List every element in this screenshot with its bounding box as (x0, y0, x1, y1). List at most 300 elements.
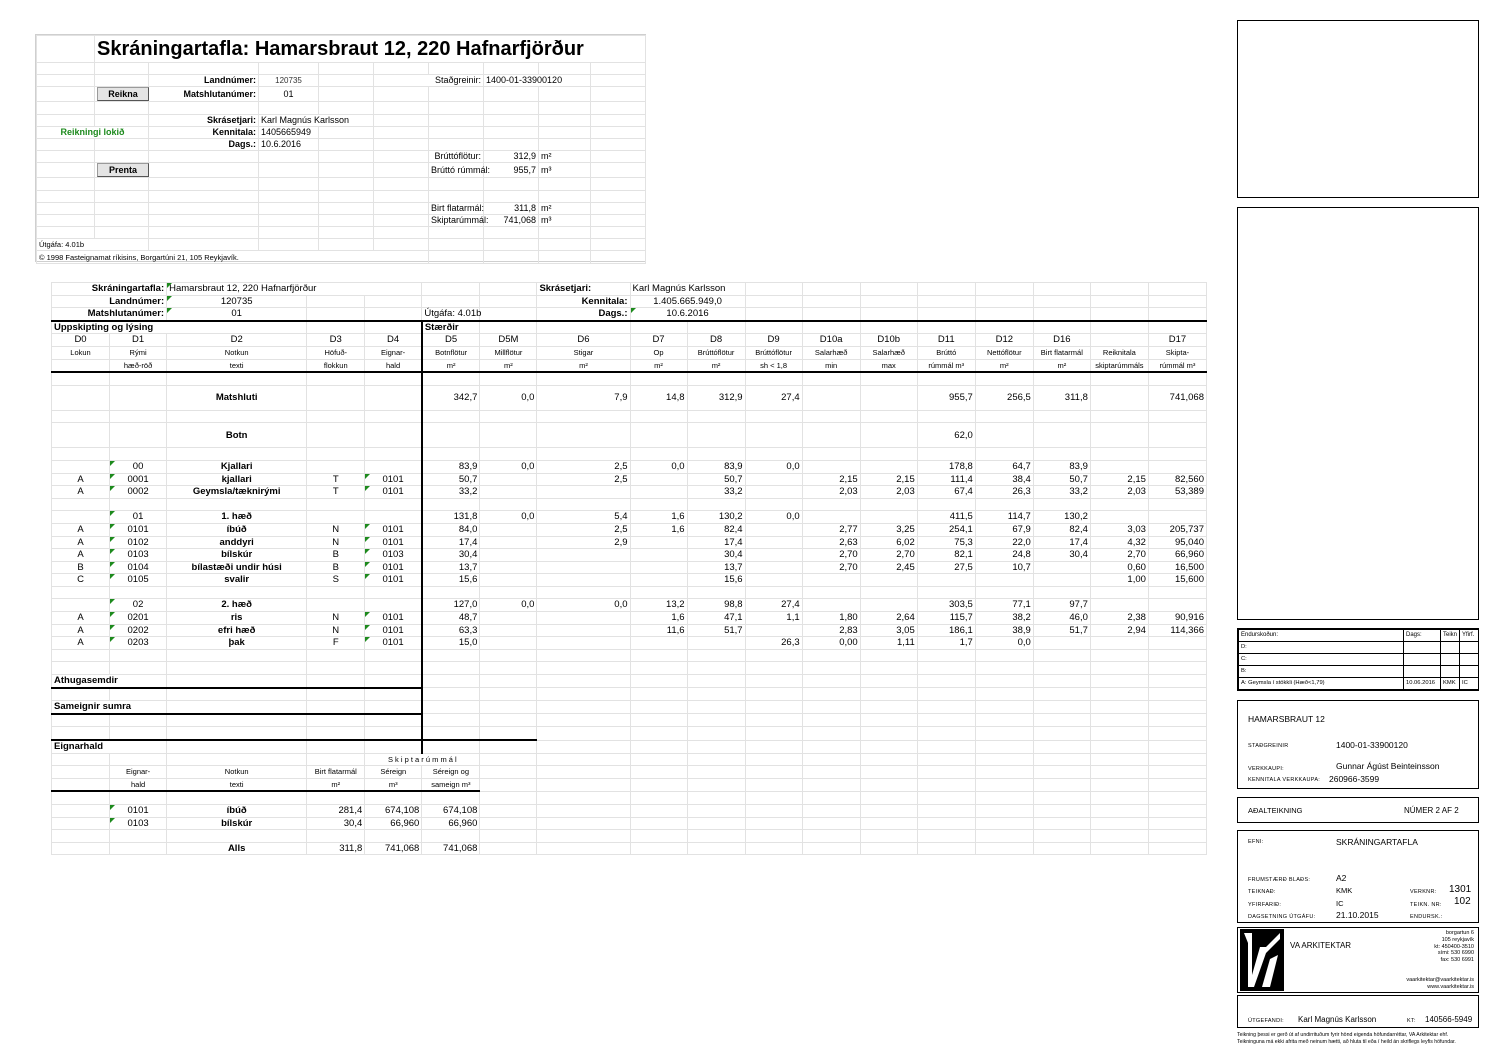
table-cell (52, 410, 110, 423)
table-cell (1090, 511, 1148, 524)
table-cell (537, 637, 630, 650)
bruttoflotur-label: Brúttóflötur: (429, 151, 484, 163)
revision-cell (1404, 666, 1441, 678)
table-row (52, 612, 1207, 625)
table-cell (480, 523, 537, 536)
table-cell (860, 842, 917, 855)
table-cell: 3,05 (860, 624, 917, 637)
ownership-header: Birt flatarmál (307, 766, 365, 779)
main-utgafa: Útgáfa: 4.01b (422, 308, 480, 321)
revision-cell: 10.06.2016 (1404, 678, 1441, 690)
tb-stadgreinir-label: STAÐGREINIR (1248, 743, 1289, 749)
table-cell (167, 714, 307, 727)
matshluta-label: Matshlutanúmer: (149, 87, 259, 102)
table-cell: 111,4 (917, 473, 975, 486)
column-header: m² (630, 359, 687, 372)
revision-cell (1460, 666, 1479, 678)
table-cell (365, 586, 422, 599)
table-cell (687, 448, 745, 461)
table-cell (917, 842, 975, 855)
column-code: D5M (480, 334, 537, 347)
table-cell: 114,366 (1148, 624, 1206, 637)
prenta-button[interactable]: Prenta (97, 163, 149, 177)
table-cell: Botn (167, 423, 307, 448)
revision-row (1239, 678, 1479, 690)
table-cell: 38,9 (975, 624, 1033, 637)
table-cell: 0101 (365, 536, 422, 549)
revision-cell (1404, 654, 1441, 666)
table-cell (975, 649, 1033, 662)
table-cell (1090, 448, 1148, 461)
table-cell: T (307, 486, 365, 499)
table-cell: 115,7 (917, 612, 975, 625)
table-cell (1090, 842, 1148, 855)
version-text: Útgáfa: 4.01b (37, 239, 149, 251)
skrasetjari-value: Karl Magnús Karlsson (259, 114, 374, 126)
table-cell (52, 423, 110, 448)
column-code-row (52, 334, 1207, 347)
table-cell (365, 727, 422, 740)
table-cell (365, 599, 422, 612)
table-cell: 30,4 (1033, 549, 1090, 562)
table-cell: A (52, 549, 110, 562)
column-header: skiptarúmmáls (1090, 359, 1148, 372)
table-cell: 0,00 (802, 637, 860, 650)
table-cell (975, 714, 1033, 727)
table-cell (630, 561, 687, 574)
table-cell: 0105 (110, 574, 167, 587)
table-row (52, 385, 1207, 410)
table-cell (110, 410, 167, 423)
revision-header: Yfirf. (1460, 630, 1479, 642)
column-code: D0 (52, 334, 110, 347)
table-cell (1090, 498, 1148, 511)
table-cell: 0,0 (480, 599, 537, 612)
table-row (52, 624, 1207, 637)
table-cell: 7,9 (537, 385, 630, 410)
main-skr-label: Skráningartafla: (52, 283, 167, 296)
table-cell (630, 372, 687, 385)
table-cell (167, 662, 307, 675)
table-cell: 26,3 (745, 637, 802, 650)
table-cell (802, 830, 860, 843)
table-cell (917, 448, 975, 461)
table-cell: 2,03 (1090, 486, 1148, 499)
table-cell: 00 (110, 460, 167, 473)
table-cell (802, 675, 860, 688)
revision-table (1237, 628, 1479, 691)
table-cell: 01 (110, 511, 167, 524)
birt-value: 311,8 (484, 202, 539, 214)
table-cell (1148, 599, 1206, 612)
ownership-cell: 674,108 (365, 804, 422, 817)
column-header: Skipta- (1148, 346, 1206, 359)
table-cell: T (307, 473, 365, 486)
column-header: Reiknitala (1090, 346, 1148, 359)
table-cell (110, 372, 167, 385)
table-cell (745, 778, 802, 791)
table-cell (537, 574, 630, 587)
table-cell (745, 574, 802, 587)
table-cell: 63,3 (422, 624, 480, 637)
table-cell (52, 830, 110, 843)
table-cell (1033, 586, 1090, 599)
table-cell: N (307, 612, 365, 625)
table-cell (745, 549, 802, 562)
column-header: Botnflötur (422, 346, 480, 359)
table-cell (917, 574, 975, 587)
column-header: sh < 1,8 (745, 359, 802, 372)
yfirfarid-value: IC (1336, 899, 1344, 908)
table-row (52, 561, 1207, 574)
column-header: m² (480, 359, 537, 372)
table-cell (52, 766, 110, 779)
company-address (1434, 930, 1474, 964)
dags-value: 10.6.2016 (259, 138, 319, 150)
table-cell (537, 675, 630, 688)
drawing-info-box (1237, 830, 1479, 923)
table-cell (110, 498, 167, 511)
table-cell (687, 586, 745, 599)
table-cell: 2,03 (802, 486, 860, 499)
table-cell: 0,0 (480, 460, 537, 473)
table-row (52, 753, 1207, 766)
section-uppskipting: Uppskipting og lýsing (52, 321, 307, 334)
table-cell (422, 372, 480, 385)
table-cell (537, 612, 630, 625)
table-cell (802, 714, 860, 727)
table-cell (167, 448, 307, 461)
total-cell: Alls (167, 842, 307, 855)
table-row (52, 498, 1207, 511)
table-cell (745, 727, 802, 740)
table-cell (110, 714, 167, 727)
table-cell (480, 675, 537, 688)
table-cell (1090, 649, 1148, 662)
table-cell: 3,25 (860, 523, 917, 536)
table-cell (630, 498, 687, 511)
table-cell (110, 688, 167, 701)
table-cell (802, 727, 860, 740)
table-cell (687, 688, 745, 701)
table-cell (975, 817, 1033, 830)
table-cell: 2,70 (802, 561, 860, 574)
ownership-header: texti (167, 778, 307, 791)
table-cell (975, 804, 1033, 817)
table-cell (630, 688, 687, 701)
table-cell: 50,7 (687, 473, 745, 486)
column-header: hald (365, 359, 422, 372)
table-cell: Kjallari (167, 460, 307, 473)
table-cell (687, 649, 745, 662)
table-cell (110, 586, 167, 599)
column-code: D1 (110, 334, 167, 347)
table-cell (365, 714, 422, 727)
table-cell (1090, 714, 1148, 727)
table-cell (1148, 727, 1206, 740)
table-cell: 0102 (110, 536, 167, 549)
table-cell (745, 791, 802, 804)
table-cell: 83,9 (422, 460, 480, 473)
table-cell (745, 523, 802, 536)
ownership-cell: íbúð (167, 804, 307, 817)
table-cell (802, 649, 860, 662)
table-cell (307, 740, 365, 753)
table-cell: 342,7 (422, 385, 480, 410)
table-cell (1033, 791, 1090, 804)
table-cell (480, 624, 537, 637)
table-cell: 741,068 (1148, 385, 1206, 410)
table-cell: 2,45 (860, 561, 917, 574)
table-cell: 11,6 (630, 624, 687, 637)
sameignir-label: Sameignir sumra (52, 701, 167, 714)
table-cell (307, 675, 365, 688)
table-cell (630, 830, 687, 843)
table-cell (802, 740, 860, 753)
table-cell (365, 372, 422, 385)
table-cell (630, 817, 687, 830)
table-cell: 0,0 (745, 511, 802, 524)
table-cell: 82,560 (1148, 473, 1206, 486)
table-cell (860, 804, 917, 817)
table-cell (52, 817, 110, 830)
table-cell (52, 511, 110, 524)
company-web[interactable]: www.vaarkitektar.is (1427, 983, 1474, 990)
table-cell (975, 574, 1033, 587)
table-cell (110, 385, 167, 410)
dagsetning-label: DAGSETNING ÚTGÁFU: (1248, 914, 1316, 920)
table-cell: 0,0 (975, 637, 1033, 650)
table-cell (802, 372, 860, 385)
disclaimer (1237, 1032, 1487, 1046)
table-row (52, 410, 1207, 423)
table-cell: 10,7 (975, 561, 1033, 574)
stadgreinir-value: 1400-01-33900120 (484, 75, 591, 87)
table-cell (975, 423, 1033, 448)
table-cell (1033, 662, 1090, 675)
revision-cell: D: (1239, 642, 1404, 654)
table-cell: 0001 (110, 473, 167, 486)
reikna-button[interactable]: Reikna (97, 87, 149, 101)
table-cell (687, 637, 745, 650)
table-cell (860, 599, 917, 612)
table-cell (1033, 688, 1090, 701)
main-mats-value: 01 (167, 308, 307, 321)
table-cell (365, 830, 422, 843)
table-cell (167, 740, 307, 753)
table-cell (1148, 753, 1206, 766)
table-cell (802, 511, 860, 524)
table-cell (1033, 574, 1090, 587)
table-cell (307, 727, 365, 740)
table-cell (1148, 498, 1206, 511)
table-cell: 27,5 (917, 561, 975, 574)
table-cell (167, 688, 307, 701)
table-cell (630, 536, 687, 549)
table-cell (1148, 372, 1206, 385)
table-cell (1148, 511, 1206, 524)
dagsetning-value: 21.10.2015 (1336, 910, 1379, 920)
table-cell (687, 372, 745, 385)
main-skrasetjari-label: Skrásetjari: (537, 283, 630, 296)
table-cell (1148, 714, 1206, 727)
table-cell (860, 498, 917, 511)
table-cell (1148, 423, 1206, 448)
table-cell: íbúð (167, 523, 307, 536)
table-cell (365, 460, 422, 473)
table-cell (422, 688, 480, 701)
table-cell (802, 753, 860, 766)
table-cell (422, 498, 480, 511)
table-cell (1090, 637, 1148, 650)
athugasemdir-label: Athugasemdir (52, 675, 167, 688)
table-cell (975, 448, 1033, 461)
table-cell (630, 675, 687, 688)
tb-stadgreinir-value: 1400-01-33900120 (1336, 740, 1408, 750)
table-cell (687, 778, 745, 791)
column-header: Notkun (167, 346, 307, 359)
table-cell (1148, 649, 1206, 662)
column-header-row (52, 778, 1207, 791)
bruttorumm-value: 955,7 (484, 163, 539, 178)
table-cell: 2,70 (802, 549, 860, 562)
column-header: texti (167, 359, 307, 372)
table-cell: 0202 (110, 624, 167, 637)
table-cell: 2,64 (860, 612, 917, 625)
table-cell (1148, 460, 1206, 473)
adalteikning-box (1237, 797, 1479, 823)
main-kt-label: Kennitala: (537, 295, 630, 308)
table-cell: 67,9 (975, 523, 1033, 536)
table-cell: 6,02 (860, 536, 917, 549)
table-cell: 98,8 (687, 599, 745, 612)
table-cell (110, 649, 167, 662)
table-cell (52, 448, 110, 461)
disclaimer-line-2: Teikninguna má ekki afrita með neinum hætti, að hluta til eða í heild án skriflegs leyfis höfundar. (1237, 1039, 1456, 1045)
table-cell (52, 599, 110, 612)
table-cell (860, 649, 917, 662)
table-cell (975, 372, 1033, 385)
revision-header: Endurskoðun: (1239, 630, 1404, 642)
table-cell (365, 740, 422, 753)
table-cell (860, 675, 917, 688)
table-cell (537, 688, 630, 701)
table-row (52, 536, 1207, 549)
table-cell (52, 586, 110, 599)
table-cell: 27,4 (745, 599, 802, 612)
table-cell (745, 423, 802, 448)
table-cell (307, 599, 365, 612)
table-cell (630, 753, 687, 766)
total-cell: 311,8 (307, 842, 365, 855)
table-cell (860, 511, 917, 524)
table-cell (1148, 804, 1206, 817)
table-cell (537, 740, 630, 753)
main-skrasetjari-value: Karl Magnús Karlsson (630, 283, 745, 296)
address-line: kt: 450400-3510 (1434, 943, 1474, 950)
table-cell (167, 586, 307, 599)
table-cell (630, 714, 687, 727)
ownership-cell: 66,960 (422, 817, 480, 830)
table-cell (802, 423, 860, 448)
table-cell: 4,32 (1090, 536, 1148, 549)
table-cell (365, 688, 422, 701)
table-cell (422, 586, 480, 599)
table-cell (802, 804, 860, 817)
table-cell (1148, 778, 1206, 791)
efni-label: EFNI: (1248, 839, 1264, 845)
table-cell (1090, 586, 1148, 599)
table-cell: A (52, 523, 110, 536)
revision-cell (1404, 642, 1441, 654)
kennitala-value: 1405665949 (259, 126, 319, 138)
table-cell (365, 511, 422, 524)
table-cell (422, 410, 480, 423)
table-cell (110, 448, 167, 461)
table-cell (480, 549, 537, 562)
table-cell (110, 753, 167, 766)
table-cell (975, 675, 1033, 688)
table-cell: 26,3 (975, 486, 1033, 499)
revision-cell: C: (1239, 654, 1404, 666)
table-cell: 0103 (365, 549, 422, 562)
table-cell: 1,1 (745, 612, 802, 625)
table-cell (917, 675, 975, 688)
column-code: D9 (745, 334, 802, 347)
table-cell: 2,38 (1090, 612, 1148, 625)
table-cell: 2. hæð (167, 599, 307, 612)
kt-verkkaupa-label: KENNITALA VERKKAUPA: (1248, 777, 1321, 783)
ownership-row (52, 804, 1207, 817)
table-cell (537, 766, 630, 779)
column-header: Op (630, 346, 687, 359)
revision-cell (1460, 642, 1479, 654)
table-cell (687, 830, 745, 843)
table-cell (917, 791, 975, 804)
company-email[interactable]: vaarkitektar@vaarkitektar.is (1406, 977, 1474, 983)
table-cell (480, 740, 537, 753)
table-cell (537, 561, 630, 574)
table-cell (860, 701, 917, 714)
table-cell (975, 830, 1033, 843)
table-cell (860, 460, 917, 473)
table-cell (480, 410, 537, 423)
table-cell (1033, 753, 1090, 766)
table-cell (745, 498, 802, 511)
table-cell (917, 778, 975, 791)
column-code: D10b (860, 334, 917, 347)
table-cell: 13,2 (630, 599, 687, 612)
revision-cell: IC (1460, 678, 1479, 690)
column-code: D5 (422, 334, 480, 347)
unit-m3: m³ (539, 163, 591, 178)
table-cell (422, 649, 480, 662)
table-cell: C (52, 574, 110, 587)
revision-header: Dags: (1404, 630, 1441, 642)
table-cell: 30,4 (422, 549, 480, 562)
table-cell (537, 649, 630, 662)
eignarhald-label: Eignarhald (52, 740, 167, 753)
table-row (52, 460, 1207, 473)
column-header: Höfuð- (307, 346, 365, 359)
table-cell (537, 842, 630, 855)
table-cell: þak (167, 637, 307, 650)
table-cell (1033, 766, 1090, 779)
table-cell: 2,15 (860, 473, 917, 486)
table-cell: svalir (167, 574, 307, 587)
table-cell: 0101 (365, 624, 422, 637)
skrasetjari-label: Skrásetjari: (149, 114, 259, 126)
